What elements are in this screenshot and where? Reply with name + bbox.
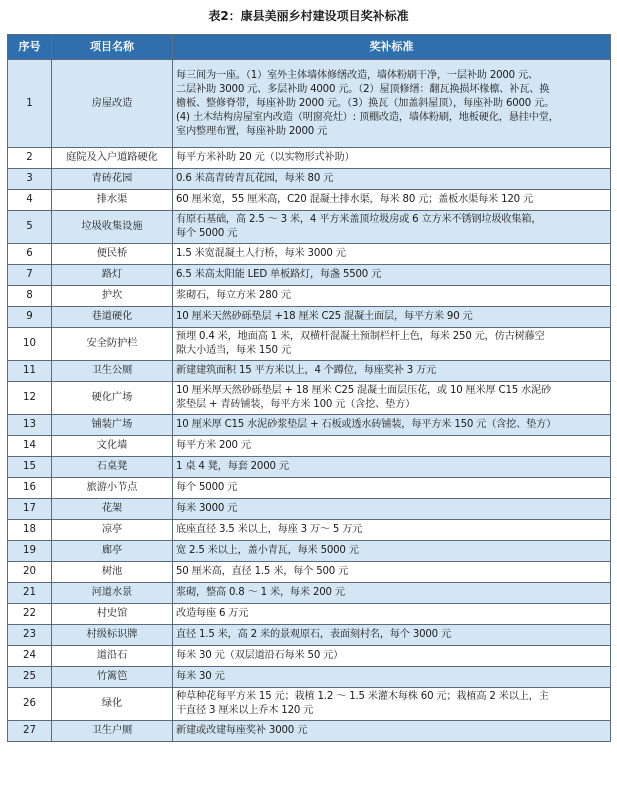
project-name: 道沿石 — [52, 646, 173, 667]
project-name: 青砖花园 — [52, 169, 173, 190]
row-number: 21 — [8, 583, 52, 604]
subsidy-standard — [173, 328, 611, 361]
table-row — [8, 436, 611, 457]
table-row — [8, 307, 611, 328]
row-number: 6 — [8, 244, 52, 265]
project-name: 石桌凳 — [52, 457, 173, 478]
project-name: 文化墙 — [52, 436, 173, 457]
project-name: 绿化 — [52, 688, 173, 721]
standard-line: 底座直径 3.5 米以上，每座 3 万～ 5 万元 — [176, 524, 363, 535]
table-row — [8, 457, 611, 478]
project-name: 凉亭 — [52, 520, 173, 541]
table-row — [8, 478, 611, 499]
standard-line: 檐板、整修脊带，每座补助 2000 元。（3）换瓦（加盖斜屋顶），每座补助 6000 元。 — [176, 97, 555, 109]
standard-line: 每三间为一座。（1）室外主体墙体修缮改造，墙体粉刷干净，一层补助 2000 元、 — [176, 69, 538, 81]
table-row — [8, 541, 611, 562]
subsidy-standard — [173, 646, 611, 667]
row-number: 4 — [8, 190, 52, 211]
table-row — [8, 328, 611, 361]
standard-line: 每平方米 200 元 — [176, 440, 251, 451]
subsidy-standard — [173, 583, 611, 604]
standard-line: 每米 3000 元 — [176, 503, 238, 514]
table-row — [8, 265, 611, 286]
standard-line: 1 桌 4 凳，每套 2000 元 — [176, 461, 289, 472]
table-row — [8, 211, 611, 244]
standard-line: 新建建筑面积 15 平方米以上，4 个蹲位，每座奖补 3 万元 — [176, 365, 437, 376]
standard-line: 每个 5000 元 — [176, 482, 238, 493]
header-standard: 奖补标准 — [173, 35, 611, 60]
subsidy-standard — [173, 265, 611, 286]
row-number: 12 — [8, 382, 52, 415]
header-name: 项目名称 — [52, 35, 173, 60]
table-row — [8, 286, 611, 307]
table-title: 表2：康县美丽乡村建设项目奖补标准 — [208, 9, 409, 23]
subsidy-standard — [173, 457, 611, 478]
table-row — [8, 169, 611, 190]
row-number: 11 — [8, 361, 52, 382]
standard-line: 60 厘米宽，55 厘米高，C20 混凝土排水渠，每米 80 元；盖板水渠每米 120 元 — [176, 194, 533, 205]
table-header-row — [8, 35, 611, 60]
subsidy-standard — [173, 499, 611, 520]
row-number: 1 — [8, 60, 52, 148]
standard-line: 0.6 米高青砖青瓦花园，每米 80 元 — [176, 173, 334, 184]
subsidy-standard — [173, 520, 611, 541]
table-body — [8, 60, 611, 742]
project-name: 护坎 — [52, 286, 173, 307]
subsidy-standard — [173, 478, 611, 499]
project-name: 竹篱笆 — [52, 667, 173, 688]
subsidy-standard-table — [7, 34, 611, 742]
row-number: 5 — [8, 211, 52, 244]
table-row — [8, 625, 611, 646]
row-number: 14 — [8, 436, 52, 457]
row-number: 26 — [8, 688, 52, 721]
project-name: 路灯 — [52, 265, 173, 286]
standard-line: 10 厘米厚天然砂砾垫层 + 18 厘米 C25 混凝土面层压花，或 10 厘米厚 C15 水泥砂 — [176, 385, 552, 396]
standard-line: 10 厘米厚 C15 水泥砂浆垫层 + 石板或透水砖铺装，每平方米 150 元（含挖、垫方） — [176, 419, 557, 430]
table-row — [8, 148, 611, 169]
table-row — [8, 646, 611, 667]
subsidy-standard — [173, 211, 611, 244]
table-row — [8, 361, 611, 382]
table-row — [8, 667, 611, 688]
subsidy-standard — [173, 667, 611, 688]
subsidy-standard — [173, 60, 611, 148]
project-name: 卫生户厕 — [52, 721, 173, 742]
standard-line: 每米 30 元（双层道沿石每米 50 元） — [176, 650, 344, 661]
project-name: 花架 — [52, 499, 173, 520]
project-name: 卫生公厕 — [52, 361, 173, 382]
standard-line: 浆砌，整高 0.8 ～ 1 米，每米 200 元 — [176, 587, 345, 598]
standard-line: 每平方米补助 20 元（以实物形式补助） — [176, 152, 355, 163]
row-number: 9 — [8, 307, 52, 328]
standard-line: 隙大小适当，每米 150 元 — [176, 345, 291, 356]
table-row — [8, 415, 611, 436]
standard-line: 种草种花每平方米 15 元；栽植 1.2 ～ 1.5 米灌木每株 60 元；栽植高 2 米以上，主 — [176, 691, 549, 702]
subsidy-standard — [173, 169, 611, 190]
standard-line: 有原石基础，高 2.5 ～ 3 米，4 平方米盖顶垃圾房或 6 立方米不锈钢垃圾收集箱， — [176, 214, 542, 225]
table-row — [8, 562, 611, 583]
subsidy-standard — [173, 562, 611, 583]
row-number: 17 — [8, 499, 52, 520]
standard-line: 6.5 米高太阳能 LED 单板路灯，每盏 5500 元 — [176, 269, 382, 280]
subsidy-standard — [173, 190, 611, 211]
row-number: 24 — [8, 646, 52, 667]
subsidy-standard — [173, 148, 611, 169]
project-name: 铺装广场 — [52, 415, 173, 436]
row-number: 27 — [8, 721, 52, 742]
table-row — [8, 244, 611, 265]
project-name: 庭院及入户道路硬化 — [52, 148, 173, 169]
row-number: 22 — [8, 604, 52, 625]
subsidy-standard — [173, 604, 611, 625]
table-row — [8, 60, 611, 148]
standard-line: 新建或改建每座奖补 3000 元 — [176, 725, 308, 736]
row-number: 20 — [8, 562, 52, 583]
subsidy-standard — [173, 361, 611, 382]
row-number: 3 — [8, 169, 52, 190]
row-number: 15 — [8, 457, 52, 478]
standard-line: 浆砌石，每立方米 280 元 — [176, 290, 291, 301]
project-name: 河道水景 — [52, 583, 173, 604]
table-row — [8, 721, 611, 742]
row-number: 19 — [8, 541, 52, 562]
standard-line: 二层补助 3000 元、多层补助 4000 元。（2）屋顶修缮：翻瓦换损坏椽檩、补瓦、换 — [176, 83, 550, 95]
table-row — [8, 604, 611, 625]
header-no: 序号 — [8, 35, 52, 60]
row-number: 23 — [8, 625, 52, 646]
project-name: 硬化广场 — [52, 382, 173, 415]
standard-line: 每个 5000 元 — [176, 228, 238, 239]
project-name: 便民桥 — [52, 244, 173, 265]
standard-line: (4) 土木结构房屋室内改造（明窗亮灶）: 顶棚改造，墙体粉刷，地板硬化，悬挂中堂， — [176, 111, 559, 123]
project-name: 树池 — [52, 562, 173, 583]
project-name: 村史馆 — [52, 604, 173, 625]
project-name: 排水渠 — [52, 190, 173, 211]
standard-line: 直径 1.5 米，高 2 米的景观原石，表面刻村名，每个 3000 元 — [176, 629, 451, 640]
row-number: 25 — [8, 667, 52, 688]
standard-line: 室内整理布置，每座补助 2000 元 — [176, 125, 328, 137]
subsidy-standard — [173, 286, 611, 307]
subsidy-standard — [173, 382, 611, 415]
table-row — [8, 583, 611, 604]
row-number: 8 — [8, 286, 52, 307]
subsidy-standard — [173, 307, 611, 328]
standard-line: 干直径 3 厘米以上乔木 120 元 — [176, 705, 314, 716]
standard-line: 预埋 0.4 米，地面高 1 米，双横杆混凝土预制栏杆上色，每米 250 元，仿古树藤空 — [176, 331, 545, 342]
project-name: 旅游小节点 — [52, 478, 173, 499]
subsidy-standard — [173, 541, 611, 562]
subsidy-standard — [173, 625, 611, 646]
table-row — [8, 520, 611, 541]
standard-line: 宽 2.5 米以上，盖小青瓦，每米 5000 元 — [176, 545, 359, 556]
row-number: 7 — [8, 265, 52, 286]
subsidy-standard — [173, 244, 611, 265]
standard-line: 50 厘米高，直径 1.5 米，每个 500 元 — [176, 566, 349, 577]
table-row — [8, 499, 611, 520]
table-row — [8, 688, 611, 721]
standard-line: 改造每座 6 万元 — [176, 608, 249, 619]
table-row — [8, 190, 611, 211]
project-name: 垃圾收集设施 — [52, 211, 173, 244]
standard-line: 10 厘米天然砂砾垫层 +18 厘米 C25 混凝土面层，每平方米 90 元 — [176, 311, 473, 322]
row-number: 13 — [8, 415, 52, 436]
standard-line: 1.5 米宽混凝土人行桥，每米 3000 元 — [176, 248, 346, 259]
standard-line: 每米 30 元 — [176, 671, 225, 682]
project-name: 安全防护栏 — [52, 328, 173, 361]
table-row — [8, 382, 611, 415]
project-name: 巷道硬化 — [52, 307, 173, 328]
row-number: 16 — [8, 478, 52, 499]
subsidy-standard — [173, 721, 611, 742]
project-name: 廊亭 — [52, 541, 173, 562]
standard-line: 浆垫层 + 青砖铺装，每平方米 100 元（含挖、垫方） — [176, 399, 416, 410]
project-name: 房屋改造 — [52, 60, 173, 148]
row-number: 2 — [8, 148, 52, 169]
row-number: 10 — [8, 328, 52, 361]
row-number: 18 — [8, 520, 52, 541]
subsidy-standard — [173, 688, 611, 721]
subsidy-standard — [173, 415, 611, 436]
subsidy-standard — [173, 436, 611, 457]
project-name: 村级标识牌 — [52, 625, 173, 646]
